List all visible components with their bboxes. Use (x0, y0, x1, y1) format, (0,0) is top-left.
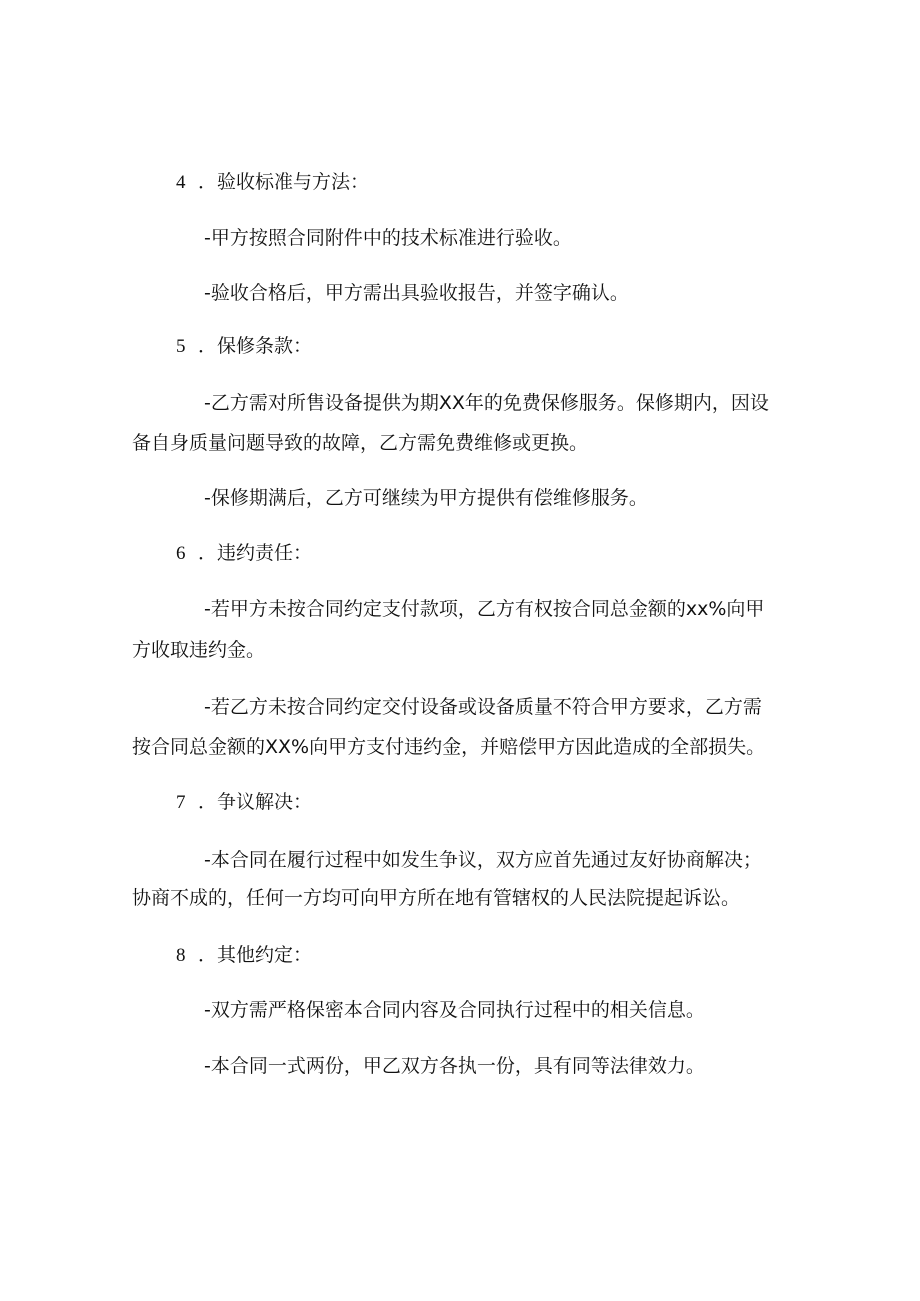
section-title: ．争议解决： (198, 791, 313, 813)
section-number: 6 (176, 543, 186, 564)
paragraph-line: -甲方按照合同附件中的技术标准进行验收。 (204, 227, 572, 249)
section-heading-5 (176, 334, 312, 359)
section-number: 4 (176, 172, 186, 193)
paragraph-line: 备自身质量问题导致的故障，乙方需免费维修或更换。 (132, 432, 589, 454)
section-number: 7 (176, 792, 186, 813)
paragraph-line: -本合同在履行过程中如发生争议，双方应首先通过友好协商解决； (204, 849, 762, 871)
paragraph-line: -乙方需对所售设备提供为期XX年的免费保修服务。保修期内，因设 (204, 392, 769, 414)
paragraph-line: -验收合格后，甲方需出具验收报告，并签字确认。 (204, 282, 629, 304)
paragraph-line: -双方需严格保密本合同内容及合同执行过程中的相关信息。 (204, 999, 705, 1021)
section-heading-8 (176, 943, 312, 968)
paragraph-line: 方收取违约金。 (132, 639, 266, 661)
section-heading-4 (176, 170, 369, 195)
paragraph-line: 协商不成的，任何一方均可向甲方所在地有管辖权的人民法院提起诉讼。 (132, 887, 741, 909)
section-number: 5 (176, 336, 186, 357)
paragraph-line: -保修期满后，乙方可继续为甲方提供有偿维修服务。 (204, 487, 648, 509)
paragraph-line: -若甲方未按合同约定支付款项，乙方有权按合同总金额的xx%向甲 (204, 598, 765, 620)
section-number: 8 (176, 945, 186, 966)
section-title: ．验收标准与方法： (198, 171, 370, 193)
paragraph-line: -若乙方未按合同约定交付设备或设备质量不符合甲方要求，乙方需 (204, 696, 762, 718)
section-title: ．违约责任： (198, 542, 313, 564)
paragraph-line: 按合同总金额的XX%向甲方支付违约金，并赔偿甲方因此造成的全部损失。 (132, 736, 766, 758)
section-title: ．其他约定： (198, 944, 313, 966)
section-heading-6 (176, 541, 312, 566)
paragraph-line: -本合同一式两份，甲乙双方各执一份，具有同等法律效力。 (204, 1055, 705, 1077)
section-title: ．保修条款： (198, 335, 313, 357)
section-heading-7 (176, 790, 312, 815)
